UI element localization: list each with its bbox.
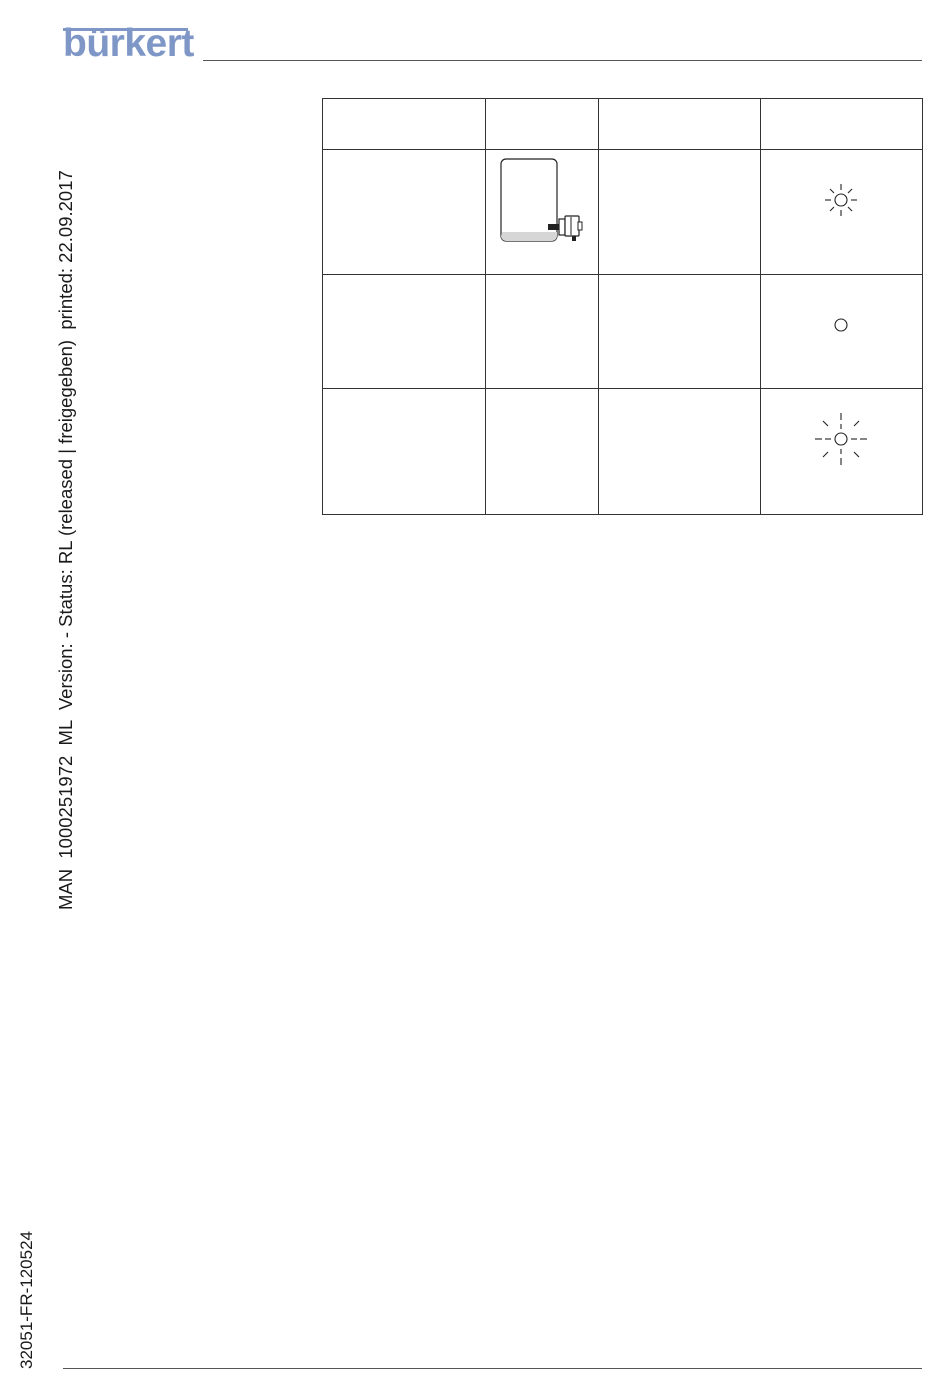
table-row bbox=[323, 275, 923, 389]
table-cell bbox=[486, 150, 599, 275]
table-header-cell bbox=[486, 99, 599, 150]
table-cell bbox=[761, 150, 923, 275]
status-table bbox=[322, 98, 923, 515]
led-off-icon bbox=[761, 275, 922, 388]
table-cell bbox=[599, 275, 761, 389]
table-header-row bbox=[323, 99, 923, 150]
document-id: 32051-FR-120524 bbox=[17, 1231, 36, 1369]
table-header-cell bbox=[323, 99, 486, 150]
table-cell bbox=[599, 150, 761, 275]
document-meta-text: MAN 1000251972 ML Version: - Status: RL (released | freigegeben) printed: 22.09.2017 bbox=[55, 170, 76, 910]
led-on-icon bbox=[761, 150, 922, 274]
table-cell bbox=[323, 275, 486, 389]
table-cell bbox=[323, 389, 486, 515]
table-cell bbox=[323, 150, 486, 275]
table-cell bbox=[599, 389, 761, 515]
burkert-logo bbox=[63, 22, 194, 68]
table-header-cell bbox=[599, 99, 761, 150]
table-row bbox=[323, 150, 923, 275]
table-cell bbox=[486, 389, 599, 515]
footer-rule bbox=[63, 1368, 922, 1369]
table-cell bbox=[761, 389, 923, 515]
logo-text: bürkert bbox=[63, 22, 194, 65]
table-cell bbox=[761, 275, 923, 389]
tank-with-sensor-icon bbox=[486, 150, 598, 274]
led-flashing-icon bbox=[761, 389, 922, 514]
table-header-cell bbox=[761, 99, 923, 150]
header-rule bbox=[203, 60, 922, 61]
table-row bbox=[323, 389, 923, 515]
table-cell bbox=[486, 275, 599, 389]
